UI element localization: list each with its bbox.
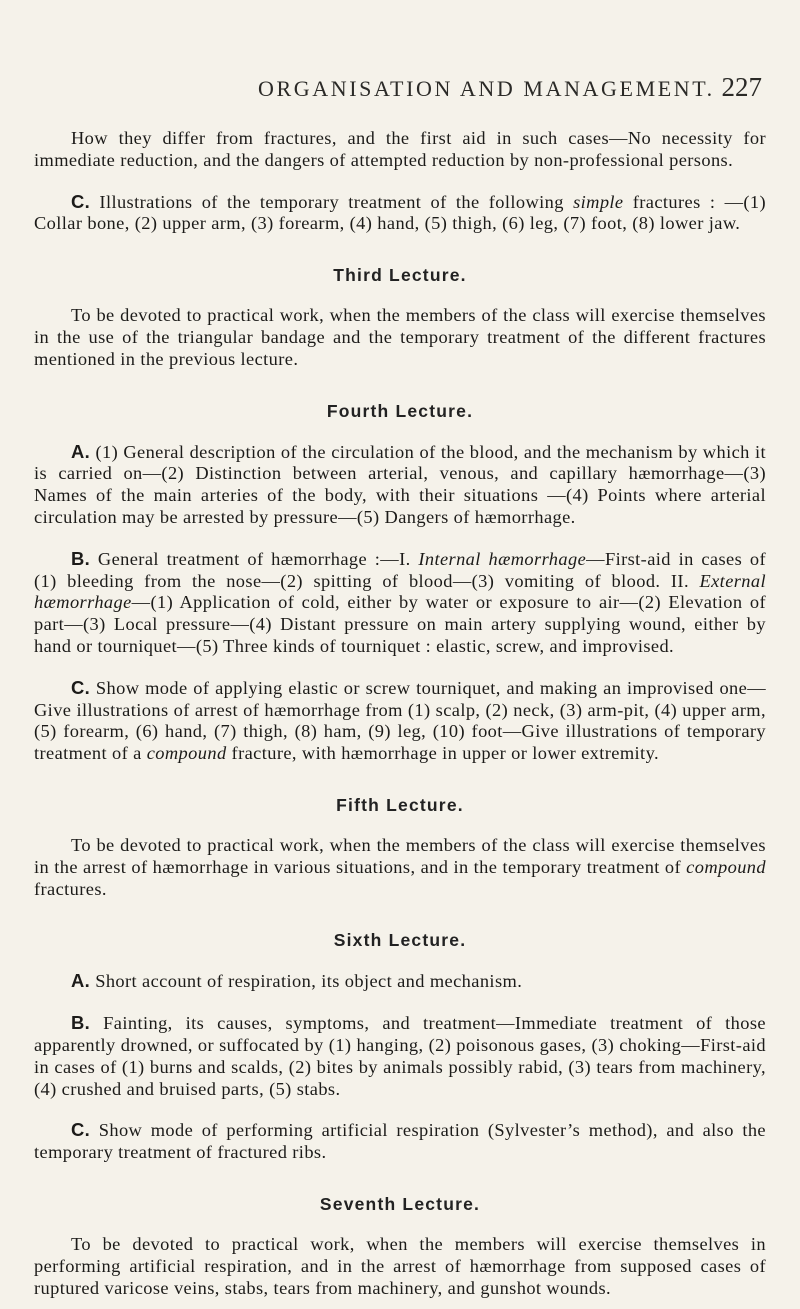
page-body [34,128,766,1299]
fifth-lecture-heading: Fifth Lecture. [336,794,464,815]
running-title: ORGANISATION AND MANAGEMENT. [258,76,715,101]
sixth-item-b: B. Fainting, its causes, symptoms, and treatment—Immediate treatment of those apparently drowned, or suffocated by (1) hanging, (2) poisonous gases, (3) choking—First-aid in cases of (1) burns and scalds, (2) bites by animals possibly rabid, (3) tears from machinery, (4) crushed and bruised parts, (5) stabs. [34,1012,766,1099]
fifth-lecture-paragraph: To be devoted to practical work, when the members of the class will exercise themselves in the arrest of hæmorrhage in various situations, and in the temporary treatment of compound fractures. [34,834,766,899]
third-lecture-paragraph: To be devoted to practical work, when the members of the class will exercise themselves in the use of the triangular bandage and the temporary treatment of the different fractures mentioned in the previous lecture. [34,305,766,369]
seventh-lecture-heading: Seventh Lecture. [319,1193,481,1214]
sixth-item-a: A. Short account of respiration, its object and mechanism. [71,970,523,992]
fourth-item-c: C. Show mode of applying elastic or screw tourniquet, and making an improvised one—Give illustrations of arrest of hæmorrhage from (1) scalp, (2) neck, (3) arm-pit, (4) upper arm, (5) forearm, (6) hand, (7) thigh, (8) ham, (9) leg, (10) foot—Give illustrations of temporary treatment of a compound fracture, with hæmorrhage in upper or lower extremity. [34,676,767,764]
intro-item-c: C. Illustrations of the temporary treatment of the following simple fractures : —(1) Collar bone, (2) upper arm, (3) forearm, (4) hand, (5) thigh, (6) leg, (7) foot, (8) lower jaw. [34,190,767,234]
fourth-item-a: A. (1) General description of the circulation of the blood, and the mechanism by which it is carried on—(2) Distinction between arterial, venous, and capillary hæmorrhage—(3) Names of the main arteries of the body, with their situations —(4) Points where arterial circulation may be arrested by pressure—(5) Dangers of hæmorrhage. [34,440,767,527]
fourth-item-b: B. General treatment of hæmorrhage :—I. Internal hæmorrhage—First-aid in cases of (1) bleeding from the nose—(2) spitting of blood—(3) vomiting of blood. II. External hæmorrhage—(1) Application of cold, either by water or exposure to air—(2) Elevation of part—(3) Local pressure—(4) Distant pressure on main artery supplying wound, either by hand or tourniquet—(5) Three kinds of tourniquet : elastic, screw, and improvised. [34,547,767,656]
sixth-lecture-heading: Sixth Lecture. [333,930,467,951]
page-number: 227 [721,72,762,102]
fourth-lecture-heading: Fourth Lecture. [326,400,474,421]
intro-paragraph: How they differ from fractures, and the first aid in such cases—No necessity for immediate reduction, and the dangers of attempted reduction by non-professional persons. [34,128,766,170]
seventh-lecture-paragraph: To be devoted to practical work, when the members will exercise themselves in performing artificial respiration, and in the arrest of hæmorrhage from supposed cases of ruptured varicose veins, stabs, tears from machinery, and gunshot wounds. [34,1233,766,1298]
sixth-item-c: C. Show mode of performing artificial respiration (Sylvester’s method), and also the temporary treatment of fractured ribs. [34,1119,766,1163]
item-label: C. [71,190,91,212]
running-head [0,72,800,106]
third-lecture-heading: Third Lecture. [333,265,467,286]
